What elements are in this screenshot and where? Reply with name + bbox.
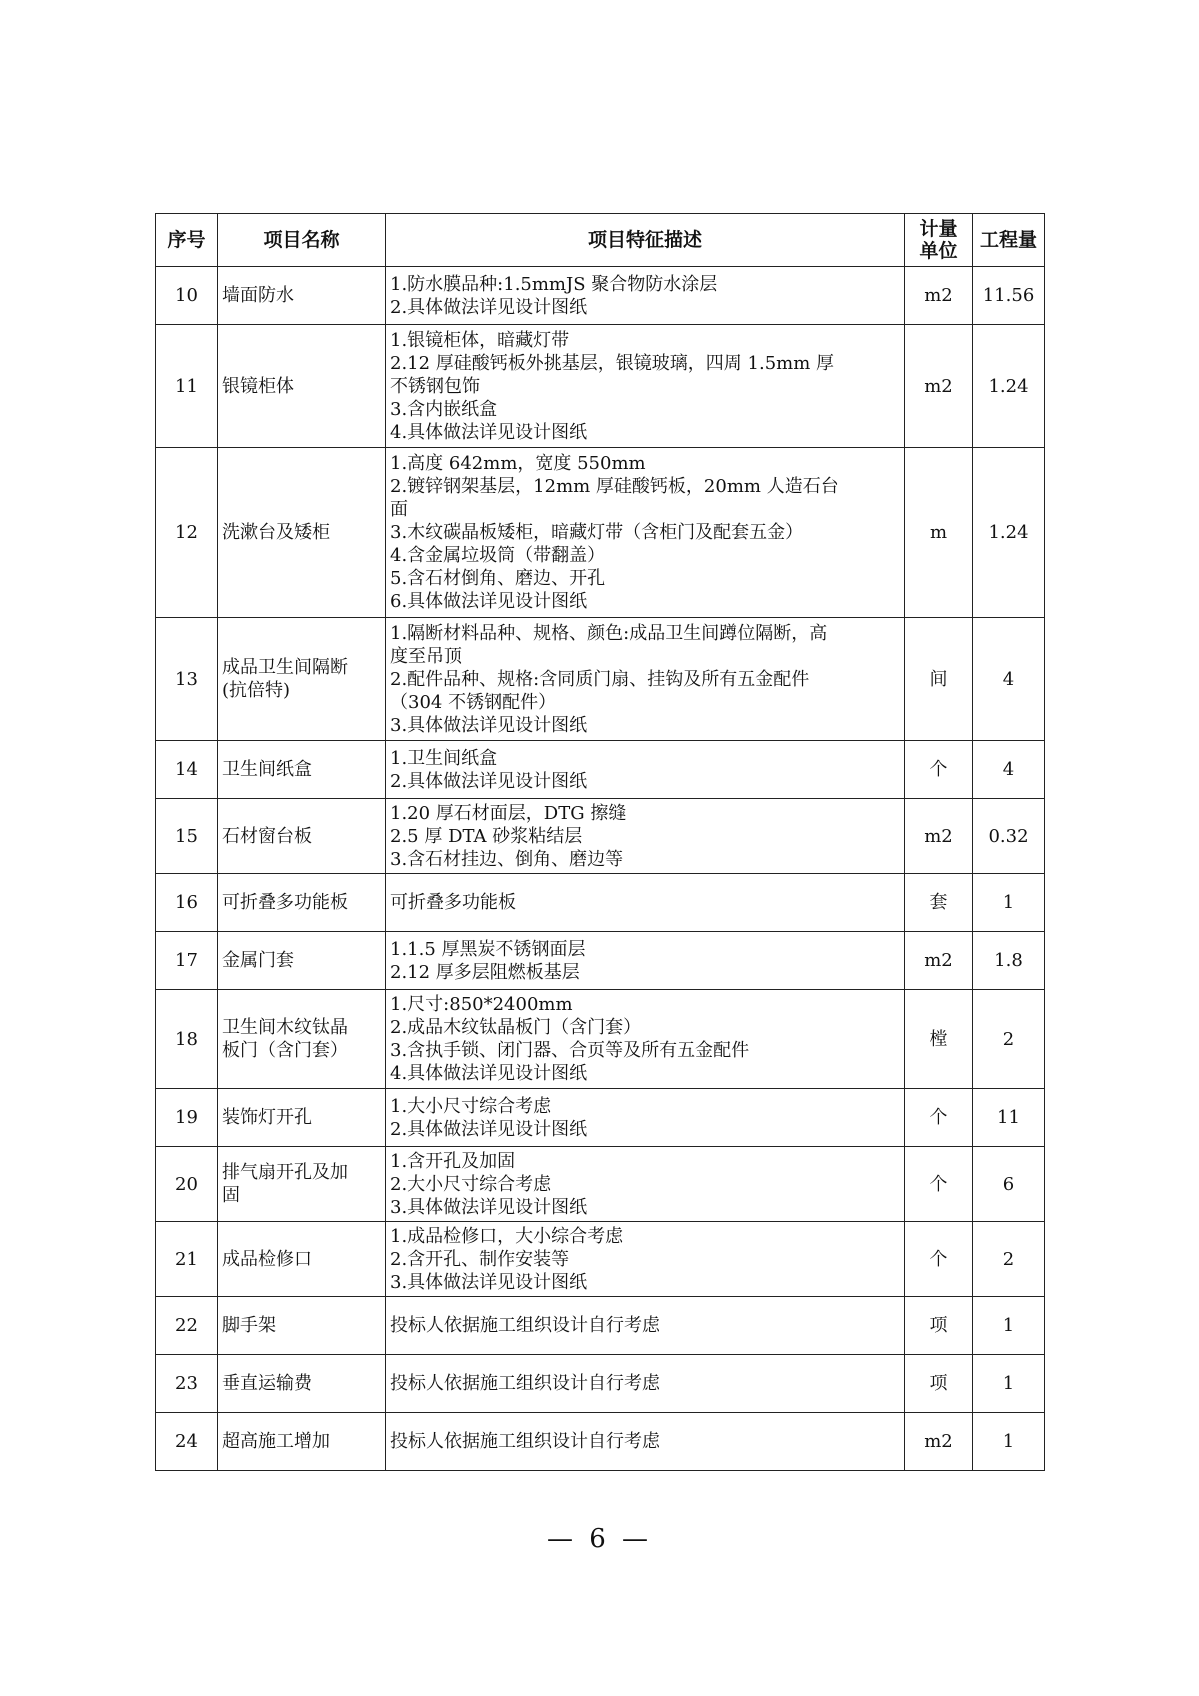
description-line: 2.配件品种、规格:含同质门扇、挂钩及所有五金配件 [390, 668, 810, 690]
cell-no: 24 [156, 1413, 218, 1471]
cell-no: 15 [156, 799, 218, 874]
description-line: 4.具体做法详见设计图纸 [390, 1063, 588, 1084]
cell-name [218, 448, 386, 618]
table-row [156, 990, 1045, 1089]
cell-unit: 个 [905, 741, 973, 799]
cell-quantity: 1 [973, 1297, 1045, 1355]
description-line: 5.含石材倒角、磨边、开孔 [390, 568, 606, 589]
cell-name [218, 267, 386, 325]
description-line: 不锈钢包饰 [390, 375, 480, 397]
description-line: 2.5 厚 DTA 砂浆粘结层 [390, 825, 583, 847]
cell-description [386, 1297, 905, 1355]
name-line: 板门（含门套） [222, 1040, 348, 1061]
description-line: 投标人依据施工组织设计自行考虑 [390, 1315, 660, 1336]
cell-name [218, 1355, 386, 1413]
cell-unit: 项 [905, 1355, 973, 1413]
description-line: 3.含内嵌纸盒 [390, 398, 498, 420]
cell-unit: m [905, 448, 973, 618]
cell-name [218, 1297, 386, 1355]
cell-no: 20 [156, 1147, 218, 1222]
cell-description [386, 1222, 905, 1297]
cell-no: 17 [156, 932, 218, 990]
bill-of-quantities-table [155, 213, 1045, 1471]
cell-quantity: 1.8 [973, 932, 1045, 990]
cell-unit: 套 [905, 874, 973, 932]
header-unit-line1: 计量 [919, 218, 958, 240]
name-line: 固 [222, 1185, 240, 1206]
cell-description [386, 267, 905, 325]
cell-name [218, 874, 386, 932]
table-row [156, 1413, 1045, 1471]
cell-no: 19 [156, 1089, 218, 1147]
description-line: 2.具体做法详见设计图纸 [390, 1118, 588, 1140]
cell-no: 10 [156, 267, 218, 325]
cell-name [218, 325, 386, 448]
cell-no: 21 [156, 1222, 218, 1297]
cell-quantity: 11.56 [973, 267, 1045, 325]
cell-description [386, 1355, 905, 1413]
description-line: 1.隔断材料品种、规格、颜色:成品卫生间蹲位隔断，高 [390, 622, 828, 644]
name-line: 成品卫生间隔断 [222, 657, 348, 678]
description-line: 2.成品木纹钛晶板门（含门套） [390, 1017, 642, 1038]
cell-description [386, 325, 905, 448]
table-row [156, 932, 1045, 990]
cell-description [386, 799, 905, 874]
name-line: 金属门套 [222, 950, 294, 971]
page-number: — 6 — [546, 1524, 653, 1554]
description-line: 面 [390, 499, 408, 520]
header-unit-line2: 单位 [919, 240, 958, 262]
description-line: 1.高度 642mm，宽度 550mm [390, 453, 646, 474]
description-line: 1.1.5 厚黑炭不锈钢面层 [390, 938, 586, 960]
header-name: 项目名称 [218, 214, 386, 267]
cell-quantity: 2 [973, 1222, 1045, 1297]
name-line: 可折叠多功能板 [222, 892, 348, 913]
description-line: 2.镀锌钢架基层，12mm 厚硅酸钙板，20mm 人造石台 [390, 476, 839, 497]
cell-description [386, 448, 905, 618]
table-row [156, 1355, 1045, 1413]
name-line: 卫生间木纹钛晶 [222, 1017, 348, 1038]
cell-description [386, 741, 905, 799]
cell-unit: m2 [905, 799, 973, 874]
description-line: 1.大小尺寸综合考虑 [390, 1095, 552, 1117]
cell-name [218, 1147, 386, 1222]
name-line: 装饰灯开孔 [222, 1107, 312, 1128]
description-line: 3.具体做法详见设计图纸 [390, 714, 588, 736]
cell-unit: m2 [905, 267, 973, 325]
cell-no: 11 [156, 325, 218, 448]
cell-name [218, 1222, 386, 1297]
table-row [156, 741, 1045, 799]
table-row [156, 448, 1045, 618]
cell-unit: 间 [905, 618, 973, 741]
table-row [156, 1297, 1045, 1355]
cell-quantity: 4 [973, 741, 1045, 799]
cell-name [218, 932, 386, 990]
cell-quantity: 1 [973, 874, 1045, 932]
cell-quantity: 0.32 [973, 799, 1045, 874]
description-line: 3.具体做法详见设计图纸 [390, 1271, 588, 1293]
cell-no: 12 [156, 448, 218, 618]
cell-name [218, 990, 386, 1089]
cell-name [218, 1413, 386, 1471]
description-line: 2.12 厚硅酸钙板外挑基层，银镜玻璃，四周 1.5mm 厚 [390, 352, 835, 374]
description-line: 6.具体做法详见设计图纸 [390, 591, 588, 612]
header-desc: 项目特征描述 [386, 214, 905, 267]
description-line: 3.木纹碳晶板矮柜，暗藏灯带（含柜门及配套五金） [390, 522, 804, 543]
table-row [156, 799, 1045, 874]
cell-name [218, 799, 386, 874]
table-row [156, 267, 1045, 325]
description-line: 投标人依据施工组织设计自行考虑 [390, 1373, 660, 1394]
header-unit [905, 214, 973, 267]
name-line: 垂直运输费 [222, 1373, 312, 1394]
description-line: 可折叠多功能板 [390, 892, 516, 913]
cell-no: 18 [156, 990, 218, 1089]
description-line: 1.尺寸:850*2400mm [390, 994, 573, 1015]
name-line: 脚手架 [222, 1315, 276, 1336]
cell-quantity: 1.24 [973, 448, 1045, 618]
header-no: 序号 [156, 214, 218, 267]
cell-no: 13 [156, 618, 218, 741]
description-line: 1.20 厚石材面层，DTG 擦缝 [390, 802, 627, 824]
description-line: 4.含金属垃圾筒（带翻盖） [390, 545, 606, 566]
table-row [156, 1222, 1045, 1297]
description-line: 3.含石材挂边、倒角、磨边等 [390, 848, 624, 870]
description-line: 2.大小尺寸综合考虑 [390, 1173, 552, 1195]
description-line: 2.12 厚多层阻燃板基层 [390, 961, 580, 983]
description-line: 1.成品检修口，大小综合考虑 [390, 1225, 624, 1247]
cell-quantity: 2 [973, 990, 1045, 1089]
cell-unit: 个 [905, 1089, 973, 1147]
name-line: 成品检修口 [222, 1248, 312, 1270]
cell-quantity: 1 [973, 1413, 1045, 1471]
cell-description [386, 990, 905, 1089]
name-line: 超高施工增加 [222, 1431, 330, 1452]
table-row [156, 1089, 1045, 1147]
cell-no: 22 [156, 1297, 218, 1355]
cell-quantity: 6 [973, 1147, 1045, 1222]
name-line: 墙面防水 [222, 285, 294, 306]
cell-unit: m2 [905, 932, 973, 990]
description-line: 1.银镜柜体，暗藏灯带 [390, 329, 570, 351]
header-qty: 工程量 [973, 214, 1045, 267]
cell-description [386, 1089, 905, 1147]
cell-name [218, 618, 386, 741]
table-row [156, 618, 1045, 741]
name-line: 排气扇开孔及加 [222, 1162, 348, 1183]
cell-unit: 樘 [905, 990, 973, 1089]
name-line: 石材窗台板 [222, 825, 312, 847]
cell-unit: m2 [905, 1413, 973, 1471]
cell-quantity: 1.24 [973, 325, 1045, 448]
description-line: 度至吊顶 [390, 645, 462, 667]
description-line: 1.防水膜品种:1.5mmJS 聚合物防水涂层 [390, 273, 718, 295]
table-row [156, 1147, 1045, 1222]
cell-no: 14 [156, 741, 218, 799]
name-line: 卫生间纸盒 [222, 759, 312, 780]
cell-unit: m2 [905, 325, 973, 448]
cell-description [386, 932, 905, 990]
cell-unit: 项 [905, 1297, 973, 1355]
cell-name [218, 741, 386, 799]
cell-quantity: 11 [973, 1089, 1045, 1147]
header-row [156, 214, 1045, 267]
cell-no: 23 [156, 1355, 218, 1413]
cell-description [386, 618, 905, 741]
cell-description [386, 1413, 905, 1471]
description-line: 4.具体做法详见设计图纸 [390, 421, 588, 443]
description-line: 3.具体做法详见设计图纸 [390, 1196, 588, 1218]
description-line: 3.含执手锁、闭门器、合页等及所有五金配件 [390, 1040, 750, 1061]
name-line: (抗倍特) [222, 680, 291, 701]
description-line: 2.含开孔、制作安装等 [390, 1248, 570, 1270]
cell-description [386, 1147, 905, 1222]
description-line: 2.具体做法详见设计图纸 [390, 296, 588, 318]
description-line: 1.含开孔及加固 [390, 1150, 516, 1172]
table-row [156, 325, 1045, 448]
cell-name [218, 1089, 386, 1147]
description-line: （304 不锈钢配件） [390, 691, 557, 713]
name-line: 银镜柜体 [222, 375, 294, 397]
table-row [156, 874, 1045, 932]
cell-quantity: 4 [973, 618, 1045, 741]
name-line: 洗漱台及矮柜 [222, 522, 330, 543]
description-line: 1.卫生间纸盒 [390, 747, 498, 769]
cell-quantity: 1 [973, 1355, 1045, 1413]
cell-unit: 个 [905, 1147, 973, 1222]
cell-unit: 个 [905, 1222, 973, 1297]
description-line: 投标人依据施工组织设计自行考虑 [390, 1431, 660, 1452]
cell-description [386, 874, 905, 932]
description-line: 2.具体做法详见设计图纸 [390, 770, 588, 792]
cell-no: 16 [156, 874, 218, 932]
